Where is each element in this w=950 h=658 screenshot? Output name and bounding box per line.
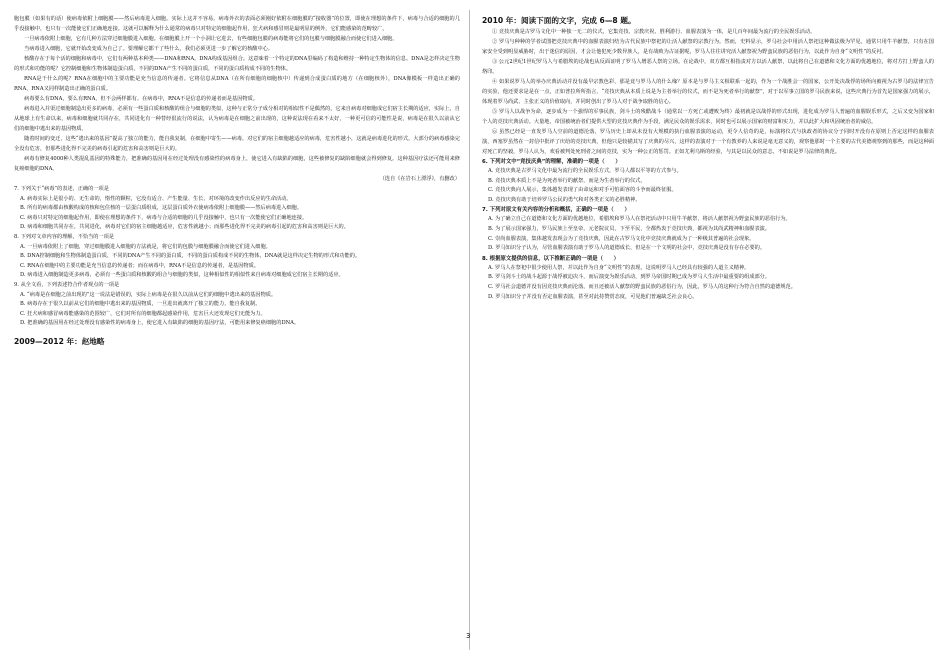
- answer-option: C. 崇尚血腥表演，集体越发表现会为了竞技庆典，因此在古罗马文化中竞技庆典就成为了一种极其普遍的社会现象。: [488, 235, 755, 242]
- answer-option: A. “病毒是在细胞之前出现的”这一说法是错误的，实际上病毒是在很久以前从它们的细胞中逃出来的基因物质。: [20, 291, 277, 298]
- passage-paragraph: ⑥ 虽然已经是一直发罗马人空前的道德沦落，罗马历史上却从未没有大规模的执行血腥表演的运动，更令人信奇的是，标演将仪式与执政者的协议分子同时开没有在原则上否定这样的血腥表演，西塞罗虽然在一封信中批评了庆给的竞技庆典，但他只是较描其写了庆典的尽兴，这样的表演对于一个有教养的人来说是毫无意义的，观察他那时一个主要的古代美德观察到的那些，而是这种面对死亡的坚毅，罗马人认为，欢看被判处死刑者之间的竞技，实为一种公正的惩罚。正如尤利乌斯的经验，与其是以民众的意志，不如说是罗马法律的典范。: [482, 129, 934, 155]
- passage-paragraph: 当病毒进入细胞，它就开始改变成为自己了。要理解它都干了些什么，我们必须更进一步了解它的核酸中心。: [24, 46, 274, 52]
- answer-option: A. 为了确立自己在道德和文化方面的优越地位，希腊埃和罗马人在祭祀活动中只用牛羊献祭，将活人献祭祝为野蛮民族的恶俗行为。: [488, 216, 791, 223]
- answer-option: C. 狂犬病和感冒病毒能感染的范围较广，它们对所有的细胞都起感染作用，危害巨大还发现它们无能为力。: [20, 310, 266, 317]
- answer-option: D. 把准确的基因用在经过处理没有感染性的病毒身上，使它进入有缺陷的细胞的基因疗法，可能用来修复癌细胞的DNA。: [20, 320, 300, 327]
- answer-option: D. 罗马知识分子并没有否定血腥表演，甚至对此持赞赏态度，可见他们普遍缺乏社会良心。: [488, 293, 698, 300]
- passage-paragraph: 胞包膜（如果有的话）使病毒依附上细胞膜——然后病毒进入细胞。实际上这并不容易。病毒外衣的表面必须刚好依附在细胞膜的“接收器”的位置，即使在理想的条件下，病毒与合适的细胞的几乎没接触中，也只有一次能使它们正确地连接。这就可以解释为什么通常的病毒只对特定的细胞起作用，狂犬病和感冒则是最明显的例外，它们能感染的范畴较广。: [14, 16, 460, 32]
- answer-option: A. 一旦病毒依附上了细胞，穿过细胞膜进入细胞的方法就是，将它们的包膜与细胞膜融合而使它们进入细胞。: [20, 243, 271, 250]
- answer-option: A. 罗马人在祭祀中很少使用人祭，并以此作为自身“文明性”的表现，这说明罗马人已经具有较强的人道主义精神。: [488, 264, 750, 271]
- passage-paragraph: 病毒有修复4000种人类混乱基因的特殊能力，把准确的基因用在经过处理没有感染性的病毒身上，使它进入有缺陷的细胞，这些被修复的缺陷细胞就会得到修复。这种基因疗法还可能用来修复癌细胞的DNA。: [14, 156, 460, 172]
- answer-option: C. RNA在细胞中的主要功能是充当信息的传递者；而在病毒中，RNA不是信息的传递者，是基因物质。: [20, 262, 259, 269]
- column-divider: [469, 10, 470, 650]
- passage-paragraph: ⑤ 罗马人以战争为命，逐步成为一个强悍的军事民族，剑斗士的残酷战斗（通常以一方死亡或遭败为终）最初就是以战俘的形式出现，进化成为罗马人普遍的血腥娱乐形式，之后又变为国家和个人的竞技庆典活动。大量地，帝国被统治者们提供大型的竞技庆典作为手段，满足民众的娱乐需求，同时也可以展示国家的财富和实力，并以此扩大和巩固统治者的威信。: [482, 109, 934, 125]
- passage-paragraph: ① 竞技庆典是古罗马文化中一种独一无二的仪式，它集竞技、宗教庆祝、胜利游行、血腥表演为一体，是几百年间最为流行的全民娱乐活动。: [492, 29, 816, 35]
- answer-option: B. 为了展示国家强力，罗马民族上至皇帝，元老院议员，下至平民，全都热衷于竞技庆典，都视为其尚武精神和血腥表演。: [488, 225, 771, 232]
- answer-option: B. 罗马剑斗士的战斗起源于战俘被迫决斗，而后演变为娱乐活动，到罗马帝国时期已成为罗马人生活中最重要的组成部分。: [488, 274, 771, 281]
- answer-option: C. 罗马社会道德并没有因竞技庆典而沦落，而且还被活人献祭的野蛮民族的恶俗行为，因此，罗马人的这种行为符合自然的道德规范。: [488, 283, 796, 290]
- question-stem: 8. 下列对文章内容的理解，不恰当的一项是: [14, 233, 114, 240]
- passage-paragraph: 一旦病毒依附上细胞，它有几种方法穿过细胞膜进入细胞。在细胞膜上开一个小洞让它进去，有些细胞包膜的病毒能将它们的包膜与细胞膜融合而使它们进入细胞。: [24, 36, 398, 42]
- page-number: 3: [466, 632, 471, 640]
- answer-option: D. 竞技庆典有助于培养罗马公民的勇气和对各类正义的必胜精神。: [488, 196, 641, 203]
- passage-paragraph: 核酸存在于每个活的细胞和病毒中，它们有两种基本种类——DNA和RNA。DNA构成基因组合。这意味着一个特定的DNA里编码了构造和维持一种特定生物体的信息。DNA是怎样决定生物的形式和功能的呢？它控制细胞和生物体制造蛋白质，不同的DNA产生不同的蛋白质，不同的蛋白质构成不同的生物体。: [14, 56, 460, 72]
- source-citation: （选自《在岩石上漂浮》，有删改）: [379, 176, 460, 182]
- answer-option: C. 竞技庆典向人展示，集体越发表现了由命运和对手可怕面容的斗争而最终征服。: [488, 187, 677, 194]
- answer-option: A. 竞技庆典是古罗马文化中最为流行的全民娱乐方式，罗马人都以平等的方式参与。: [488, 168, 682, 174]
- answer-option: C. 病毒只对特定的细胞起作用，即使在理想的条件下，病毒与合适的细胞的几乎没接触中，也只有一次能使它们正确地连接。: [20, 214, 308, 221]
- question-stem: 7. 下列对原文有关内容的分析和概括，正确的一项是（ ）: [482, 207, 630, 214]
- question-stem: 6. 下列对文中“竞技庆典”的理解，准确的一项是（ ）: [482, 159, 621, 165]
- passage-paragraph: 病毒进入并渠过细胞制造出更多的病毒，必须有一些蛋白质和核酸的组合与细胞的类似，这种与正常分子成分相对的相似性不是偶然的，它来自病毒对细胞成它们宿主长期的适应，实际上，自从地球上有生命以来，病毒和细胞就共同存在，共同进化有一种替经很流行的说法，认为病毒是在细胞之前出现的，这种说法现在看来不太好，一种更可信的可能性是说，病毒是在很久以前从它们的细胞中逃出来的基因物质。: [14, 106, 460, 132]
- answer-option: D. 罗马知识分子认为，尽管血腥表演有助于罗马人的道德成长，但是在一个文明的社会中，竞技庆典是没有存在必要的。: [488, 245, 766, 252]
- passage-paragraph: ③ 公元2世纪1世纪罗马人与希腊埃的论战也从反面证明了罗马人增恶人祭的立场。在论战中，双方都互相指责对方以活人献祭，以此将自己在道德和文化方面的优越地位，将对方打上野蛮人的烙印。: [482, 59, 934, 75]
- passage-paragraph: ④ 如果说罗马人的举办庆典活动并没有最早宗教色彩，那是竟与罗马人的什么缘？原本是与罗马主义相联系一起的，作为一个战胜会一的国家，公开处决战俘的场所向被视为古罗马的法律宣告的实验，他还要求是是在一点，正如普拉所所指言，“竞技庆典从本质上说是为主者举行的仪式，而不是为死者举行的献祭”，对于以军事立国的罗马民族来说，这些庆典行为首先是国家强力的展示，体现着罗马尚武、主张正义的价值取向，并同时创出了罗马人对于战争取胜的信心。: [482, 79, 934, 105]
- question-stem: 7. 下列关于“病毒”的表述，正确的一项是: [14, 186, 109, 192]
- answer-option: D. 病毒和细胞共同存在，共同进化，病毒对它们的宿主细胞越适应，危害性就越小；而那些进化得不完美的病毒引起的危害和高害则是巨大的。: [20, 224, 349, 231]
- question-stem: 9. 从全文看，下列表述符合作者观点的一项是: [14, 281, 120, 288]
- passage-paragraph: RNA是干什么的呢？RNA在细胞中的主要功能是充当信息的传递者。它将信息从DNA（在所有细胞的细胞核中）传递到合成蛋白质的地方（在细胞核外），DNA像模板一样造出正确的RNA，RNA又同样制造出正确的蛋白质。: [14, 76, 460, 92]
- answer-option: B. 病毒存在于很久以前从它们的细胞中逃出来的基因物质，一旦进出就离开了独立的能力，能自我复制。: [20, 301, 261, 308]
- question-stem: 8. 根据原文提供的信息，以下推断正确的一项是（ ）: [482, 255, 620, 262]
- right-column: [482, 14, 934, 302]
- section-heading: 2009—2012 年：赵地略: [14, 336, 105, 346]
- passage-paragraph: 病毒要么有DNA，要么有RNA，但不会两样都有。在病毒中，RNA不是信息的传递者而是基因物质。: [24, 96, 258, 102]
- passage-paragraph: ② 罗马与种种的学者试图把竞技庆典中的血腥表演归结为古代民族中祭祀的让活人献祭的宗教行为。然而，史料显示，罗马社会中用活人祭祀这种做法极为罕见，通常只用牛羊献祭，只有在国家安全受到明显威胁时，出于迷信的原因，才会让他犯死少数异族人，是有战败为古证据呢，罗马人往往讲究活人献祭祝为野蛮民族的恶俗行为，以此作为自身“文明性”的反衬。: [482, 39, 934, 55]
- passage-paragraph: 随着时间的变迁，这些“逃出来的基因”提高了独立的能力，能自我复制，在细胞中寄生——病毒。对它们的宿主细胞越适应的病毒，危害性越小，这就是病毒进化的形式。大部分的病毒感染完全没有危害，但那些进化得不完美的病毒引起的危害和高害则是巨大的。: [14, 136, 460, 152]
- answer-option: A. 病毒实际上是很小的、无生命的，惰性的颗粒，它没有适合、产生能量、生长、对环境的改变作出反应的生命活动。: [20, 195, 292, 202]
- section-heading: 2010 年：阅读下面的文字，完成 6—8 题。: [482, 16, 636, 25]
- answer-option: B. 竞技庆典本质上不是为死者举行的献祭，而是为生者举行的仪式。: [488, 177, 646, 184]
- left-column: [14, 14, 460, 348]
- answer-option: B. 所有的病毒都由核酸构成的核和包住核的一层蛋白质组成，这层蛋白质外衣使病毒依附上细胞膜——然后病毒进入细胞。: [20, 205, 303, 212]
- answer-option: D. 病毒进入细胞制造更多病毒，必须有一些蛋白质和核酸的组合与细胞的类似，这种相似性的相似性来自病毒对细胞成它们宿主长期的适应。: [20, 272, 344, 279]
- answer-option: B. DNA控制细胞和生物体制造蛋白质，不同的DNA产生不同的蛋白质，不同的蛋白质构成不同的生物体，DNA就是这样决定生物的形式和功能的。: [20, 253, 361, 260]
